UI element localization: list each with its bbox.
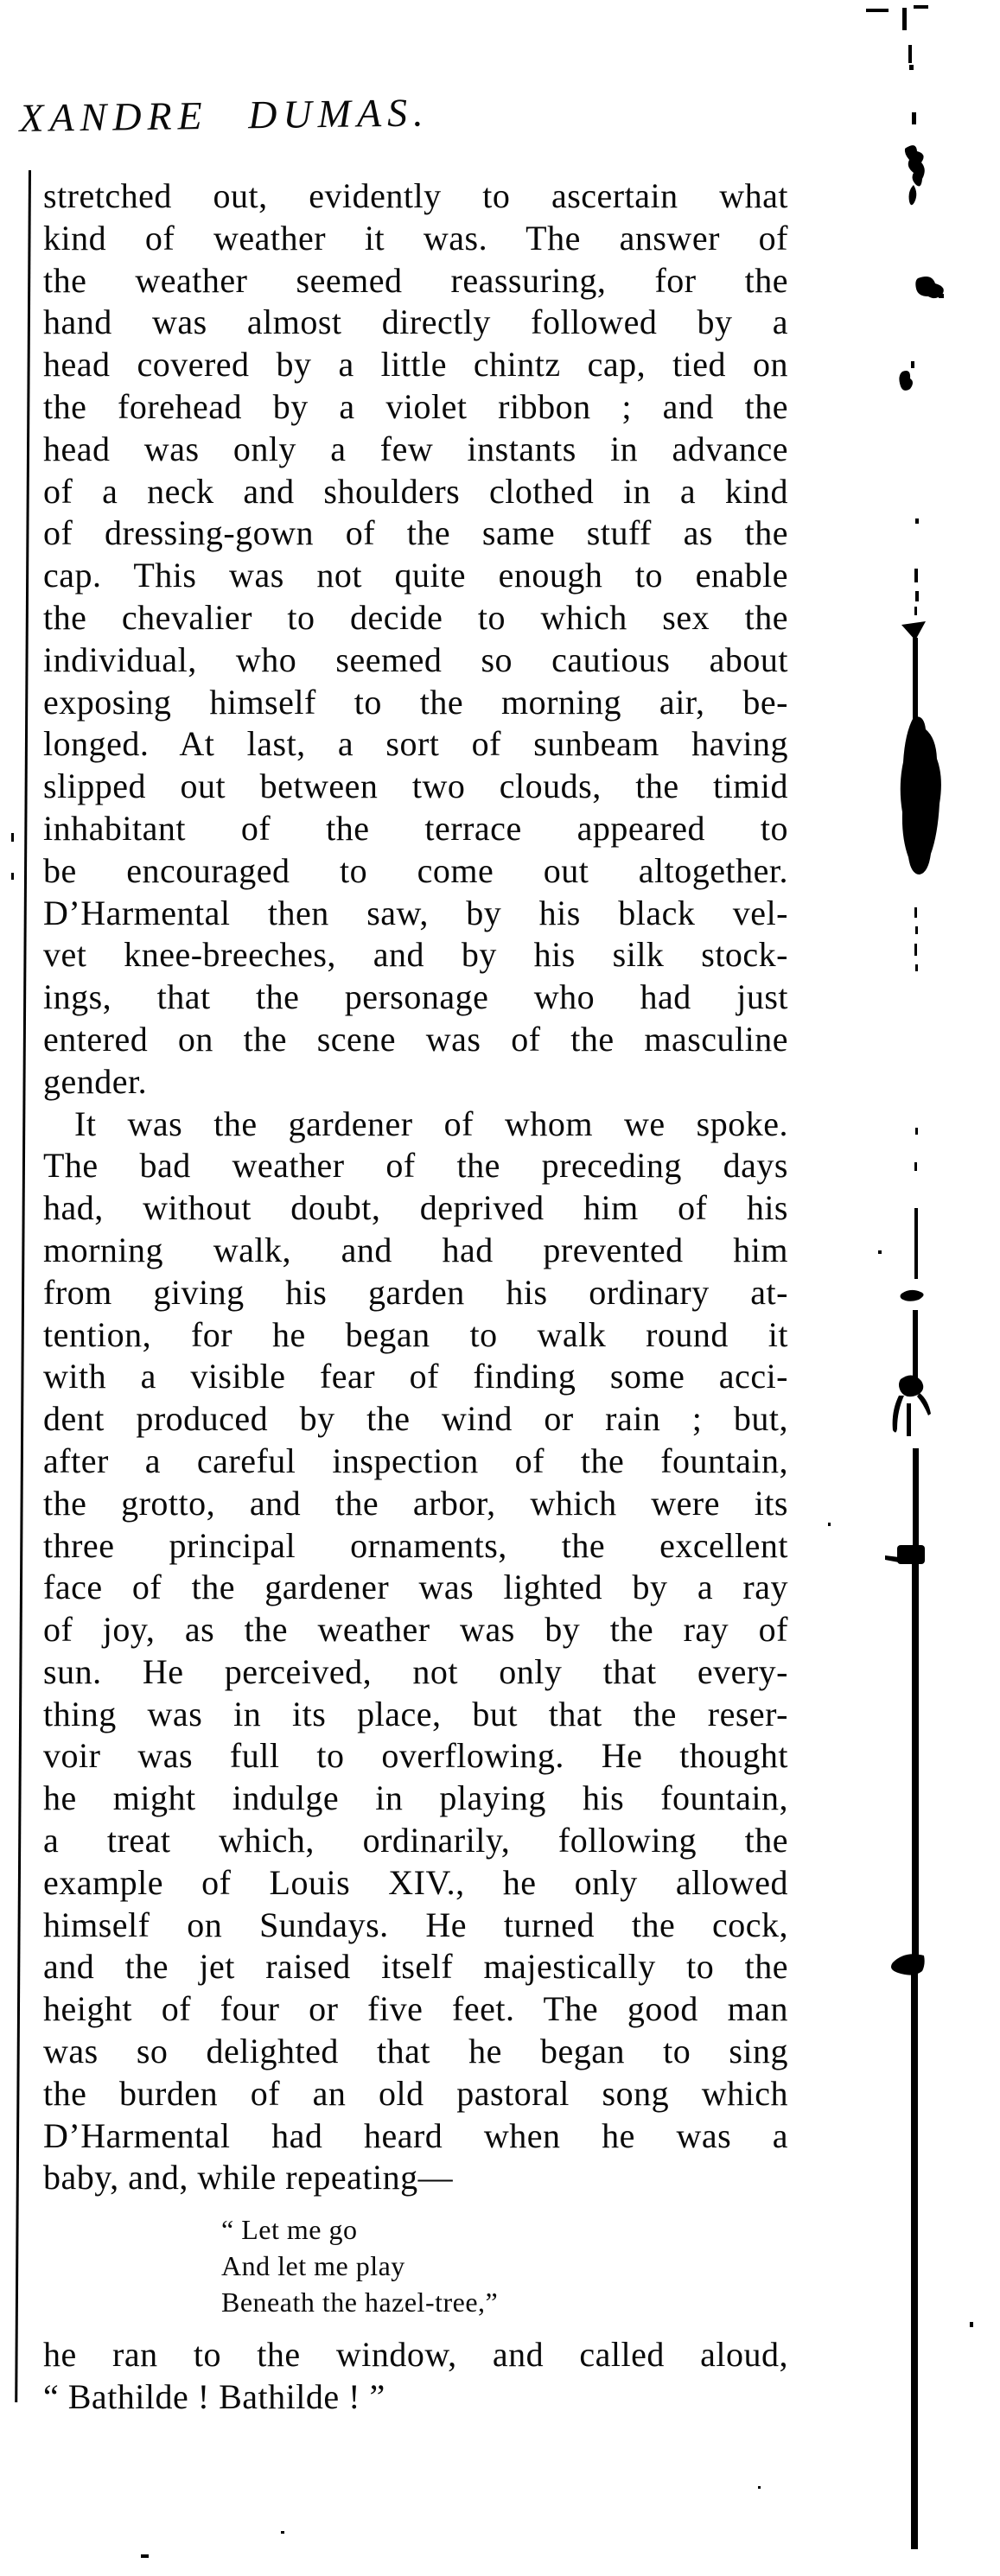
text-line: he might indulge in playing his fountain, <box>43 1778 788 1818</box>
paragraph-1 <box>43 175 788 1104</box>
crease-line <box>912 1562 919 1958</box>
verse-quote <box>43 2211 788 2320</box>
text-line: inhabitant of the terrace appeared to <box>43 808 788 848</box>
crease-line <box>913 1448 919 1549</box>
text-line: vet knee-breeches, and by his silk stock- <box>43 935 788 975</box>
text-line: with a visible fear of finding some acci- <box>43 1357 788 1396</box>
crease-dash <box>914 907 917 918</box>
crease-dash <box>915 1128 918 1135</box>
text-line: thing was in its place, but that the reser- <box>43 1694 788 1733</box>
speck <box>970 2322 973 2327</box>
ink-blob <box>901 1290 924 1301</box>
text-line: D’Harmental had heard when he was a <box>43 2115 788 2155</box>
crease-dash <box>914 944 917 956</box>
text-line: “ Bathilde ! Bathilde ! ” <box>43 2377 385 2417</box>
text-line: of a neck and shoulders clothed in a kind <box>43 471 788 511</box>
crease-line <box>913 1310 918 1381</box>
text-line: Beneath the hazel-tree,” <box>221 2287 499 2318</box>
speck <box>11 873 14 880</box>
ink-dot <box>915 518 919 524</box>
closing-paragraph <box>43 2334 788 2419</box>
text-line: had, without doubt, deprived him of his <box>43 1188 788 1228</box>
crease-dash <box>914 1162 917 1171</box>
text-line: head was only a few instants in advance <box>43 429 788 468</box>
text-line: gender. <box>43 1061 148 1101</box>
text-line: height of four or five feet. The good man <box>43 1989 788 2029</box>
crease-dash <box>915 591 919 601</box>
running-header: XANDRE DUMAS. <box>19 90 430 140</box>
speck <box>141 2554 149 2558</box>
text-line: It was the gardener of whom we spoke. <box>74 1104 788 1143</box>
text-line: stretched out, evidently to ascertain what <box>43 176 788 215</box>
text-line: D’Harmental then saw, by his black vel- <box>43 893 788 932</box>
text-line: the forehead by a violet ribbon ; and the <box>43 386 788 426</box>
ink-dot <box>939 294 944 298</box>
ink-tick <box>912 112 916 124</box>
crease-line <box>914 1208 918 1279</box>
text-line: of joy, as the weather was by the ray of <box>43 1610 788 1650</box>
text-line: he ran to the window, and called aloud, <box>43 2335 788 2375</box>
text-line: longed. At last, a sort of sunbeam having <box>43 724 788 764</box>
text-line: the chevalier to decide to which sex the <box>43 597 788 637</box>
text-line: of dressing-gown of the same stuff as the <box>43 513 788 553</box>
text-line: The bad weather of the preceding days <box>43 1146 788 1186</box>
ink-tick <box>911 361 914 368</box>
text-line: morning walk, and had prevented him <box>43 1230 788 1269</box>
text-line: and the jet raised itself majestically to the <box>43 1947 788 1987</box>
ink-dash <box>914 5 928 9</box>
text-line: himself on Sundays. He turned the cock, <box>43 1905 788 1944</box>
ink-branch <box>893 1396 904 1433</box>
crease-dash <box>914 607 917 615</box>
speck <box>758 2486 761 2489</box>
ink-blob <box>909 185 917 205</box>
left-column-rule <box>15 170 31 2402</box>
text-line: face of the gardener was lighted by a ray <box>43 1568 788 1607</box>
ink-branch <box>917 1393 931 1415</box>
ink-blob <box>915 277 943 298</box>
text-line: And let me play <box>221 2250 405 2282</box>
ink-dot <box>909 65 914 70</box>
text-line: after a careful inspection of the fountain, <box>43 1441 788 1480</box>
ink-branch <box>907 1403 911 1436</box>
text-line: sun. He perceived, not only that every- <box>43 1651 788 1691</box>
ink-dash <box>885 1555 899 1562</box>
crease-dash <box>915 964 918 971</box>
ink-tick <box>902 8 907 30</box>
speck <box>828 1523 831 1526</box>
text-line: head covered by a little chintz cap, tied on <box>43 345 788 385</box>
ink-triangle <box>901 621 926 640</box>
ink-blob <box>899 371 913 391</box>
text-line: be encouraged to come out altogether. <box>43 850 788 890</box>
ink-dash <box>866 9 889 12</box>
text-line: ings, that the personage who had just <box>43 977 788 1017</box>
ink-stain-large <box>901 716 941 875</box>
ink-blob <box>897 1545 925 1564</box>
text-line: kind of weather it was. The answer of <box>43 218 788 258</box>
text-line: example of Louis XIV., he only allowed <box>43 1862 788 1902</box>
text-line: the weather seemed reassuring, for the <box>43 260 788 300</box>
text-line: cap. This was not quite enough to enable <box>43 556 788 595</box>
body-text-column <box>43 175 788 2419</box>
ink-leaf <box>891 1954 925 1975</box>
text-line: hand was almost directly followed by a <box>43 302 788 342</box>
ink-knot <box>899 1375 923 1396</box>
text-line: slipped out between two clouds, the timid <box>43 766 788 806</box>
crease-line <box>913 638 918 721</box>
crease-line <box>911 1973 918 2549</box>
text-line: “ Let me go <box>221 2214 358 2246</box>
text-line: exposing himself to the morning air, be- <box>43 682 788 722</box>
text-line: entered on the scene was of the masculine <box>43 1019 788 1059</box>
speck <box>11 833 14 842</box>
text-line: voir was full to overflowing. He thought <box>43 1736 788 1776</box>
text-line: a treat which, ordinarily, following the <box>43 1821 788 1860</box>
text-line: was so delighted that he began to sing <box>43 2032 788 2071</box>
crease-dash <box>914 569 918 582</box>
ink-blob <box>905 145 925 186</box>
text-line: the grotto, and the arbor, which were its <box>43 1483 788 1523</box>
paragraph-2 <box>43 1104 788 2200</box>
text-line: individual, who seemed so cautious about <box>43 639 788 679</box>
text-line: tention, for he began to walk round it <box>43 1314 788 1354</box>
text-line: the burden of an old pastoral song which <box>43 2073 788 2113</box>
text-line: baby, and, while repeating— <box>43 2158 454 2198</box>
crease-dash <box>915 926 918 934</box>
ink-dot <box>878 1250 882 1254</box>
text-line: three principal ornaments, the excellent <box>43 1525 788 1565</box>
text-line: dent produced by the wind or rain ; but, <box>43 1399 788 1439</box>
speck <box>281 2531 284 2534</box>
ink-tick <box>908 45 912 63</box>
text-line: from giving his garden his ordinary at- <box>43 1272 788 1312</box>
